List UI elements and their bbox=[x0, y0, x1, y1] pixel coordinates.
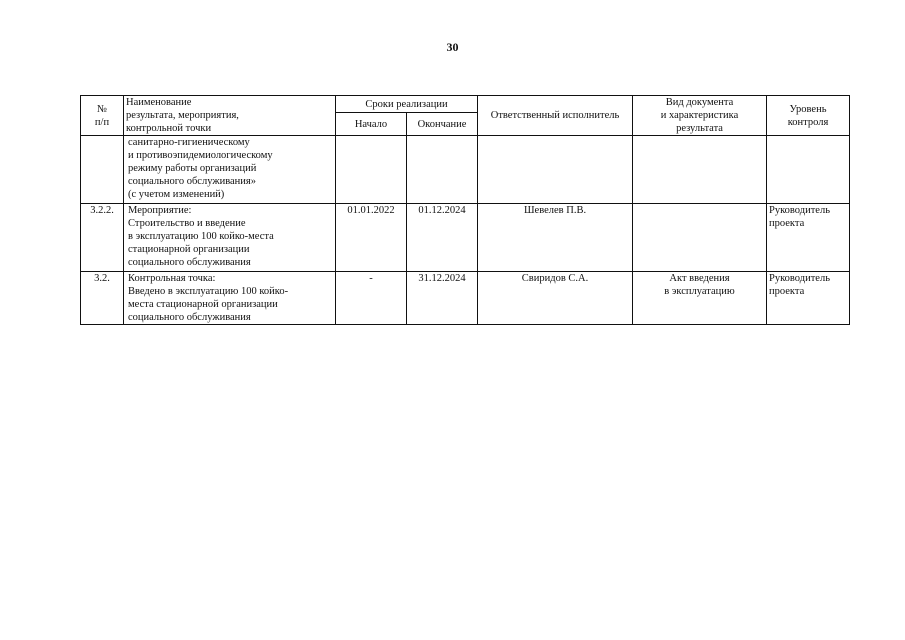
cell-end bbox=[407, 136, 478, 204]
cell-start: 01.01.2022 bbox=[336, 204, 407, 272]
cell-name: санитарно-гигиеническому и противоэпидемиологическому режиму работы организаций социального обслуживания» (с учетом изменений) bbox=[124, 136, 336, 204]
table-header-row bbox=[81, 96, 850, 113]
cell-num bbox=[81, 136, 124, 204]
cell-responsible: Шевелев П.В. bbox=[478, 204, 633, 272]
table-row bbox=[81, 204, 850, 272]
cell-doc-type bbox=[633, 136, 767, 204]
header-start: Начало bbox=[336, 113, 407, 136]
header-dates: Сроки реализации bbox=[336, 96, 478, 113]
cell-num: 3.2. bbox=[81, 272, 124, 325]
table-row bbox=[81, 272, 850, 325]
cell-name: Контрольная точка: Введено в эксплуатацию 100 койко- места стационарной организации социального обслуживания bbox=[124, 272, 336, 325]
cell-control-level: Руководитель проекта bbox=[767, 204, 850, 272]
cell-end: 31.12.2024 bbox=[407, 272, 478, 325]
cell-responsible bbox=[478, 136, 633, 204]
cell-control-level bbox=[767, 136, 850, 204]
cell-start bbox=[336, 136, 407, 204]
cell-num: 3.2.2. bbox=[81, 204, 124, 272]
header-doc-type: Вид документа и характеристика результата bbox=[633, 96, 767, 136]
cell-doc-type: Акт введения в эксплуатацию bbox=[633, 272, 767, 325]
cell-end: 01.12.2024 bbox=[407, 204, 478, 272]
table-row-continuation bbox=[81, 136, 850, 204]
header-name: Наименование результата, мероприятия, контрольной точки bbox=[124, 96, 336, 136]
implementation-plan-table bbox=[80, 95, 850, 325]
cell-responsible: Свиридов С.А. bbox=[478, 272, 633, 325]
header-control-level: Уровень контроля bbox=[767, 96, 850, 136]
cell-start: - bbox=[336, 272, 407, 325]
cell-control-level: Руководитель проекта bbox=[767, 272, 850, 325]
header-end: Окончание bbox=[407, 113, 478, 136]
cell-name: Мероприятие: Строительство и введение в эксплуатацию 100 койко-места стационарной организации социального обслуживания bbox=[124, 204, 336, 272]
page-number: 30 bbox=[446, 40, 459, 54]
header-responsible: Ответственный исполнитель bbox=[478, 96, 633, 136]
header-num: № п/п bbox=[81, 96, 124, 136]
cell-doc-type bbox=[633, 204, 767, 272]
